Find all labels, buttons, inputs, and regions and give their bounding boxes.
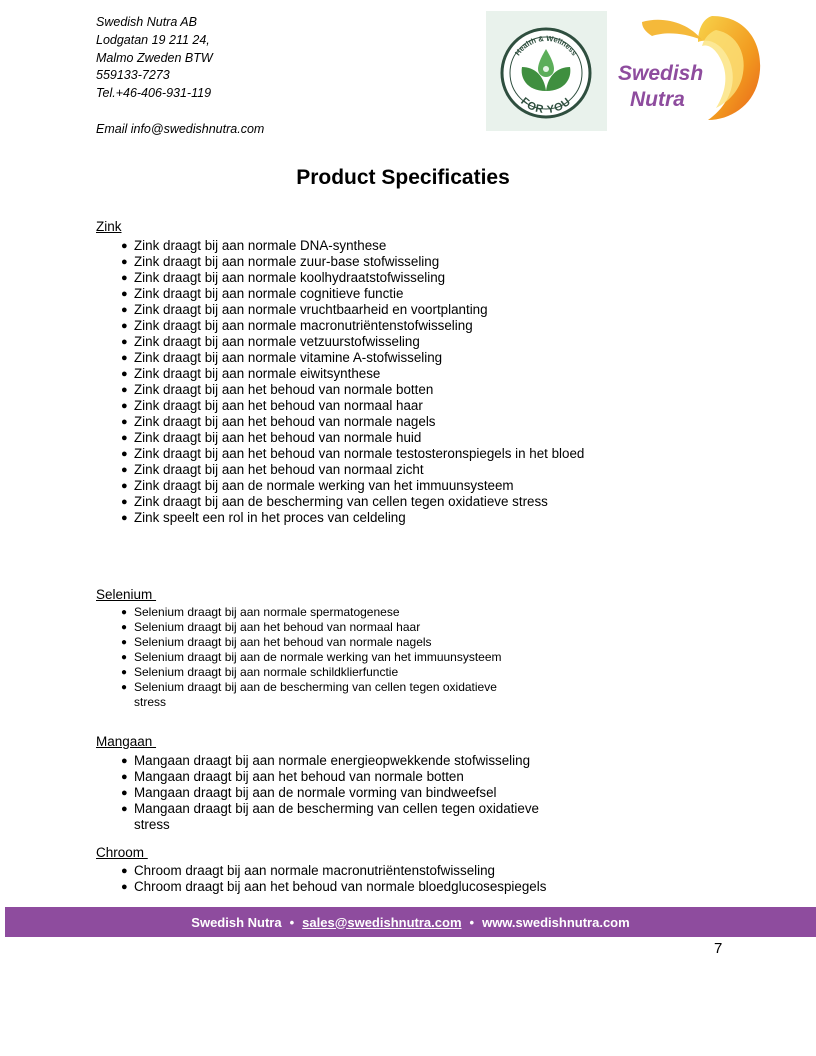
list-item: ● Zink draagt bij aan het behoud van normaal haar (121, 398, 423, 413)
address-line-1: Lodgatan 19 211 24, (96, 32, 210, 47)
list-item: ● Zink draagt bij aan normale eiwitsynthese (121, 366, 381, 381)
list-item: ● Mangaan draagt bij aan het behoud van normale botten (121, 769, 464, 784)
email-address: Email info@swedishnutra.com (96, 121, 265, 136)
list-item: ● Mangaan draagt bij aan normale energieopwekkende stofwisseling (121, 753, 531, 768)
list-item: ● Zink speelt een rol in het proces van celdeling (121, 510, 406, 525)
phone-number: Tel.+46-406-931-119 (96, 86, 212, 101)
section-heading-mangaan: Mangaan (96, 734, 157, 749)
company-name: Swedish Nutra AB (96, 15, 197, 29)
footer-brand: Swedish Nutra (191, 914, 282, 930)
list-selenium (121, 605, 524, 710)
swedish-nutra-logo (612, 12, 764, 124)
list-item: ● Selenium draagt bij aan normale spermatogenese (121, 605, 400, 619)
logo-brand-line-2: Nutra (630, 88, 685, 111)
logo-top-text: Health & Wellness (513, 33, 579, 58)
list-item: ● Zink draagt bij aan normale zuur-base stofwisseling (121, 254, 440, 269)
list-item: ● Zink draagt bij aan normale vetzuurstofwisseling (121, 334, 420, 349)
address-line-2: Malmo Zweden BTW (96, 50, 213, 65)
list-item: ● Zink draagt bij aan normale vitamine A-stofwisseling (121, 350, 443, 365)
health-wellness-logo (486, 11, 607, 131)
list-item: ● Selenium draagt bij aan het behoud van normaal haar (121, 620, 421, 634)
list-item: ● Zink draagt bij aan het behoud van normale nagels (121, 414, 436, 429)
section-heading-chroom: Chroom (96, 845, 148, 860)
page-title: Product Specificaties (296, 166, 510, 189)
list-item: ● Zink draagt bij aan het behoud van normaal zicht (121, 462, 424, 477)
list-item: ● Mangaan draagt bij aan de normale vorming van bindweefsel (121, 785, 497, 800)
flame-logo-icon (612, 12, 764, 124)
list-item: ● Selenium draagt bij aan de normale werking van het immuunsysteem (121, 650, 502, 664)
footer-email-link[interactable]: sales@swedishnutra.com (302, 914, 462, 930)
footer-bar (5, 907, 816, 937)
leaf-drop-icon (486, 11, 607, 131)
company-address-block (96, 14, 264, 139)
list-item: ● Selenium draagt bij aan normale schildklierfunctie (121, 665, 399, 679)
section-heading-zink: Zink (96, 219, 122, 234)
list-item: ● Zink draagt bij aan normale vruchtbaarheid en voortplanting (121, 302, 488, 317)
list-item: ● Selenium draagt bij aan de bescherming van cellen tegen oxidatieve stress (121, 680, 497, 709)
list-zink (121, 238, 585, 526)
logo-bottom-text: FOR YOU (518, 95, 574, 117)
footer-website[interactable]: www.swedishnutra.com (482, 914, 630, 930)
list-item: ● Zink draagt bij aan het behoud van normale testosteronspiegels in het bloed (121, 446, 585, 461)
logo-brand-line-1: Swedish (618, 62, 704, 85)
list-item: ● Zink draagt bij aan normale cognitieve functie (121, 286, 404, 301)
footer-separator: • (289, 914, 295, 930)
footer-separator: • (469, 914, 475, 930)
list-chroom (121, 863, 547, 895)
vat-number: 559133-7273 (96, 68, 170, 83)
list-item: ● Zink draagt bij aan normale macronutriëntenstofwisseling (121, 318, 473, 333)
list-mangaan (121, 753, 554, 833)
list-item: ● Chroom draagt bij aan normale macronutriëntenstofwisseling (121, 863, 495, 878)
list-item: ● Zink draagt bij aan normale DNA-synthese (121, 238, 387, 253)
list-item: ● Selenium draagt bij aan het behoud van normale nagels (121, 635, 432, 649)
page-number: 7 (714, 940, 723, 957)
list-item: ● Zink draagt bij aan de normale werking van het immuunsysteem (121, 478, 514, 493)
list-item: ● Chroom draagt bij aan het behoud van normale bloedglucosespiegels (121, 879, 547, 894)
list-item: ● Mangaan draagt bij aan de bescherming van cellen tegen oxidatieve stress (121, 801, 539, 832)
section-heading-selenium: Selenium (96, 587, 157, 602)
list-item: ● Zink draagt bij aan normale koolhydraatstofwisseling (121, 270, 446, 285)
list-item: ● Zink draagt bij aan het behoud van normale botten (121, 382, 434, 397)
list-item: ● Zink draagt bij aan het behoud van normale huid (121, 430, 422, 445)
list-item: ● Zink draagt bij aan de bescherming van cellen tegen oxidatieve stress (121, 494, 548, 509)
